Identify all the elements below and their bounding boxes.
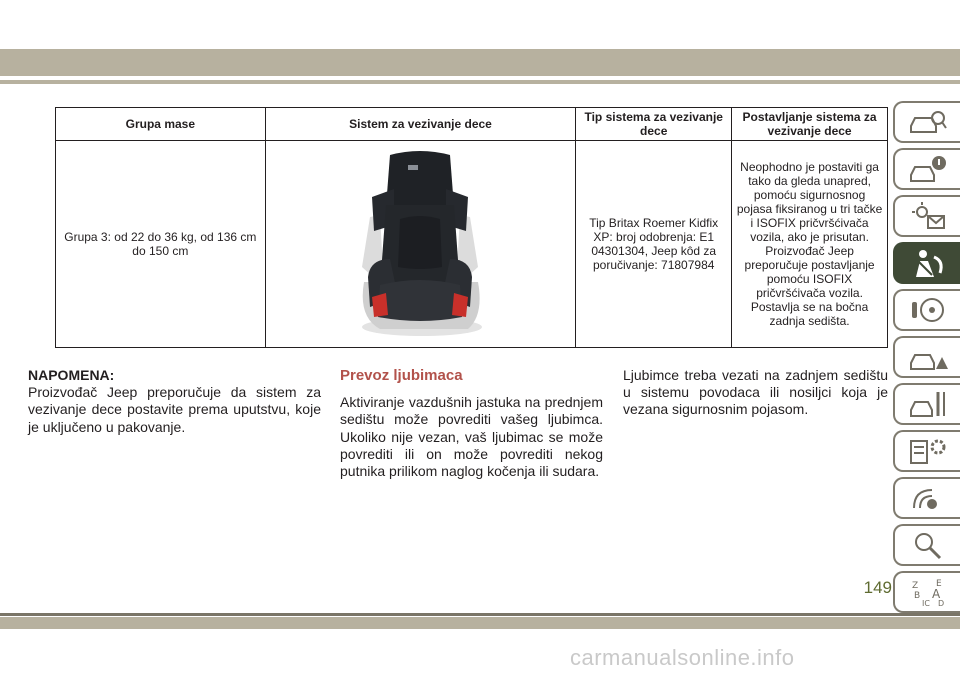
svg-text:B: B xyxy=(913,591,920,601)
tab-warning-lights[interactable] xyxy=(893,195,960,237)
alphabet-index-icon xyxy=(908,576,948,608)
tab-seatbelt-safety[interactable] xyxy=(893,242,960,284)
cell-installation: Neophodno je postaviti ga tako da gleda unapred, pomoću sigurnosnog pojasa fiksiranog u tri tačke i ISOFIX pričvršćivača vozila, ako je prisutan. Proizvođač Jeep preporučuje postavljanje pomoću ISOFIX pričvršćivača vozila. Postavlja se na bočna zadnja sedišta. xyxy=(732,141,888,348)
header-mass-group: Grupa mase xyxy=(56,108,266,141)
pets-heading: Prevoz ljubimaca xyxy=(340,367,463,384)
top-decorative-band xyxy=(0,49,960,76)
tab-steering-start[interactable] xyxy=(893,289,960,331)
leash-paragraph xyxy=(623,367,888,419)
tab-car-emergency[interactable] xyxy=(893,336,960,378)
cell-system-type: Tip Britax Roemer Kidfix XP: broj odobrenja: E1 04301304, Jeep kôd za poručivanje: 71807984 xyxy=(576,141,732,348)
top-decorative-line xyxy=(0,80,960,84)
seatbelt-safety-icon xyxy=(908,247,948,279)
car-search-icon xyxy=(908,106,948,138)
bottom-decorative-band xyxy=(0,617,960,629)
pets-section xyxy=(340,367,603,480)
header-system-type: Tip sistema za vezivanje dece xyxy=(576,108,732,141)
note-text: Proizvođač Jeep preporučuje da sistem za vezivanje dece postavite prema uputstvu, koje je uključeno u pakovanje. xyxy=(28,384,321,435)
table-header-row xyxy=(56,108,888,141)
table-row xyxy=(56,141,888,348)
svg-text:IC: IC xyxy=(921,599,930,608)
leash-text: Ljubimce treba vezati na zadnjem sedištu u sistemu povodaca ili nosiljci koja je vezana sigurnosnim pojasom. xyxy=(623,367,888,418)
steering-start-icon xyxy=(908,294,948,326)
cell-mass-group: Grupa 3: od 22 do 36 kg, od 136 cm do 150 cm xyxy=(56,141,266,348)
car-info-icon xyxy=(908,153,948,185)
page-number: 149 xyxy=(863,578,892,597)
tab-search-index[interactable] xyxy=(893,524,960,566)
note-block xyxy=(28,367,321,436)
tab-car-info[interactable] xyxy=(893,148,960,190)
child-seat-image xyxy=(350,147,490,342)
chapter-sidebar xyxy=(893,101,960,618)
tab-specs[interactable] xyxy=(893,430,960,472)
pets-text: Aktiviranje vazdušnih jastuka na prednjem sedištu može povrediti vašeg ljubimca. Ukoliko nije vezan, vaš ljubimac se može povrediti ili on može povrediti nekog putnika prilikom naglog kočenja ili sudara. xyxy=(340,394,603,480)
car-service-icon xyxy=(908,388,948,420)
header-restraint-system: Sistem za vezivanje dece xyxy=(265,108,576,141)
header-installation: Postavljanje sistema za vezivanje dece xyxy=(732,108,888,141)
tab-multimedia[interactable] xyxy=(893,477,960,519)
child-seat-table xyxy=(55,107,888,348)
tab-car-service[interactable] xyxy=(893,383,960,425)
svg-text:D: D xyxy=(937,599,944,608)
tab-alphabet-index[interactable] xyxy=(893,571,960,613)
cell-child-seat-image xyxy=(265,141,576,348)
tab-car-search[interactable] xyxy=(893,101,960,143)
multimedia-icon xyxy=(908,482,948,514)
svg-text:A: A xyxy=(931,587,940,601)
svg-text:E: E xyxy=(935,579,942,589)
specs-gear-icon xyxy=(908,435,948,467)
watermark: carmanualsonline.info xyxy=(570,645,795,670)
bottom-decorative-line xyxy=(0,613,960,616)
svg-text:Z: Z xyxy=(911,581,918,591)
car-emergency-icon xyxy=(908,341,948,373)
note-title: NAPOMENA: xyxy=(28,367,115,383)
search-index-icon xyxy=(908,529,948,561)
warning-lights-icon xyxy=(908,200,948,232)
